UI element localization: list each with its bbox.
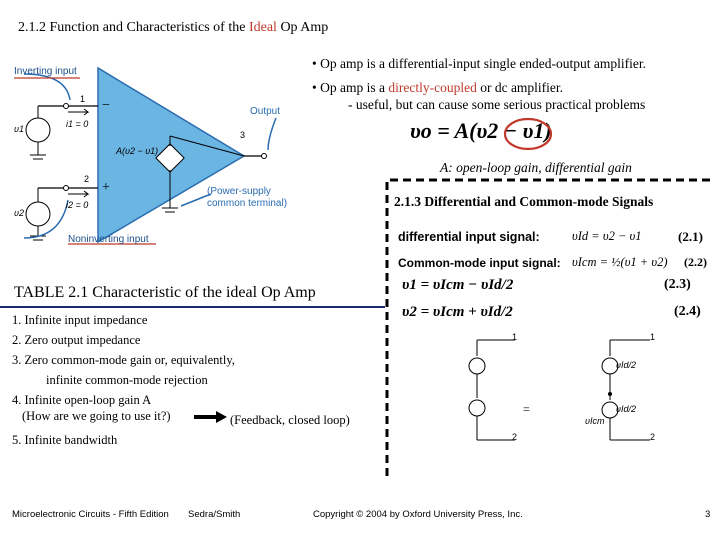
arrow-right-icon (194, 411, 228, 423)
node-2-label: 2 (84, 174, 90, 184)
title-suffix: Op Amp (276, 20, 329, 35)
sig-node-2a: 2 (512, 432, 518, 442)
table-item-4: 4. Infinite open-loop gain A (12, 393, 152, 407)
i2-label: i2 = 0 (66, 200, 89, 210)
title-prefix: 2.1.2 Function and Characteristics of the (18, 20, 249, 35)
sig-vid-half-2: υId/2 (616, 404, 636, 414)
sig-equals: = (523, 402, 530, 416)
supply-label-1: (Power-supply (207, 186, 271, 197)
inverting-input-label: Inverting input (14, 66, 77, 77)
section-title: 2.1.3 Differential and Common-mode Signals (394, 194, 654, 209)
eq-2-expr: υIcm = ½(υ1 + υ2) (572, 255, 668, 269)
plus-sign: + (102, 180, 110, 195)
eq-2-num: (2.2) (684, 255, 707, 269)
bullet-2: • Op amp is a directly-coupled or dc amplifier. (312, 80, 564, 95)
eq-3-num: (2.3) (664, 277, 691, 292)
gain-note: A: open-loop gain, differential gain (440, 160, 632, 175)
table-item-1: 1. Infinite input impedance (12, 313, 148, 327)
bullet-1: • Op amp is a differential-input single ended-output amplifier. (312, 56, 647, 71)
gain-expr-label: A(υ2 − υ1) (116, 146, 159, 156)
title-highlight: Ideal (248, 20, 277, 35)
table-rule (0, 306, 385, 308)
sig-vid-half-1: υId/2 (616, 360, 636, 370)
eq-4-num: (2.4) (674, 304, 701, 319)
minus-sign: − (102, 98, 110, 113)
node-1-label: 1 (80, 94, 86, 104)
eq-1-expr: υId = υ2 − υ1 (572, 229, 642, 243)
footer-copyright: Copyright © 2004 by Oxford University Press, Inc. (313, 509, 523, 520)
table-title: TABLE 2.1 Characteristic of the ideal Op Amp (14, 284, 316, 301)
table-item-3: 3. Zero common-mode gain or, equivalently, (12, 353, 235, 367)
output-label: Output (250, 106, 281, 117)
noninverting-input-label: Noninverting input (68, 234, 149, 245)
eq-3-expr: υ1 = υIcm − υId/2 (402, 277, 514, 293)
v1-label: υ1 (14, 124, 24, 134)
i1-label: i1 = 0 (66, 119, 89, 129)
table-item-5: 5. Infinite bandwidth (12, 433, 118, 447)
supply-label-2: common terminal) (207, 198, 288, 209)
signals-diagram (455, 330, 665, 450)
eq-4-expr: υ2 = υIcm + υId/2 (402, 304, 513, 320)
v2-label: υ2 (14, 208, 24, 218)
table-item-2: 2. Zero output impedance (12, 333, 141, 347)
node-3-label: 3 (240, 130, 246, 140)
footer-page: 3 (705, 509, 711, 520)
table-item-4b: (How are we going to use it?) (22, 409, 171, 423)
eq-1-label: differential input signal: (398, 230, 540, 244)
footer-authors: Sedra/Smith (188, 509, 241, 520)
slide-title (18, 20, 328, 36)
table-item-3b: infinite common-mode rejection (46, 373, 208, 387)
bullet-2-sub: - useful, but can cause some serious practical problems (348, 97, 646, 112)
sig-node-2b: 2 (650, 432, 656, 442)
highlight-circle (502, 116, 554, 152)
eq-2-label: Common-mode input signal: (398, 256, 561, 270)
sig-vcm: υIcm (585, 416, 605, 426)
sig-node-1a: 1 (512, 332, 518, 342)
footer-book: Microelectronic Circuits - Fifth Edition (12, 509, 169, 520)
sig-node-1b: 1 (650, 332, 656, 342)
main-equation: υo = A(υ2 − υ1) (410, 118, 552, 143)
table-item-4c: (Feedback, closed loop) (230, 413, 350, 427)
eq-1-num: (2.1) (678, 229, 703, 244)
